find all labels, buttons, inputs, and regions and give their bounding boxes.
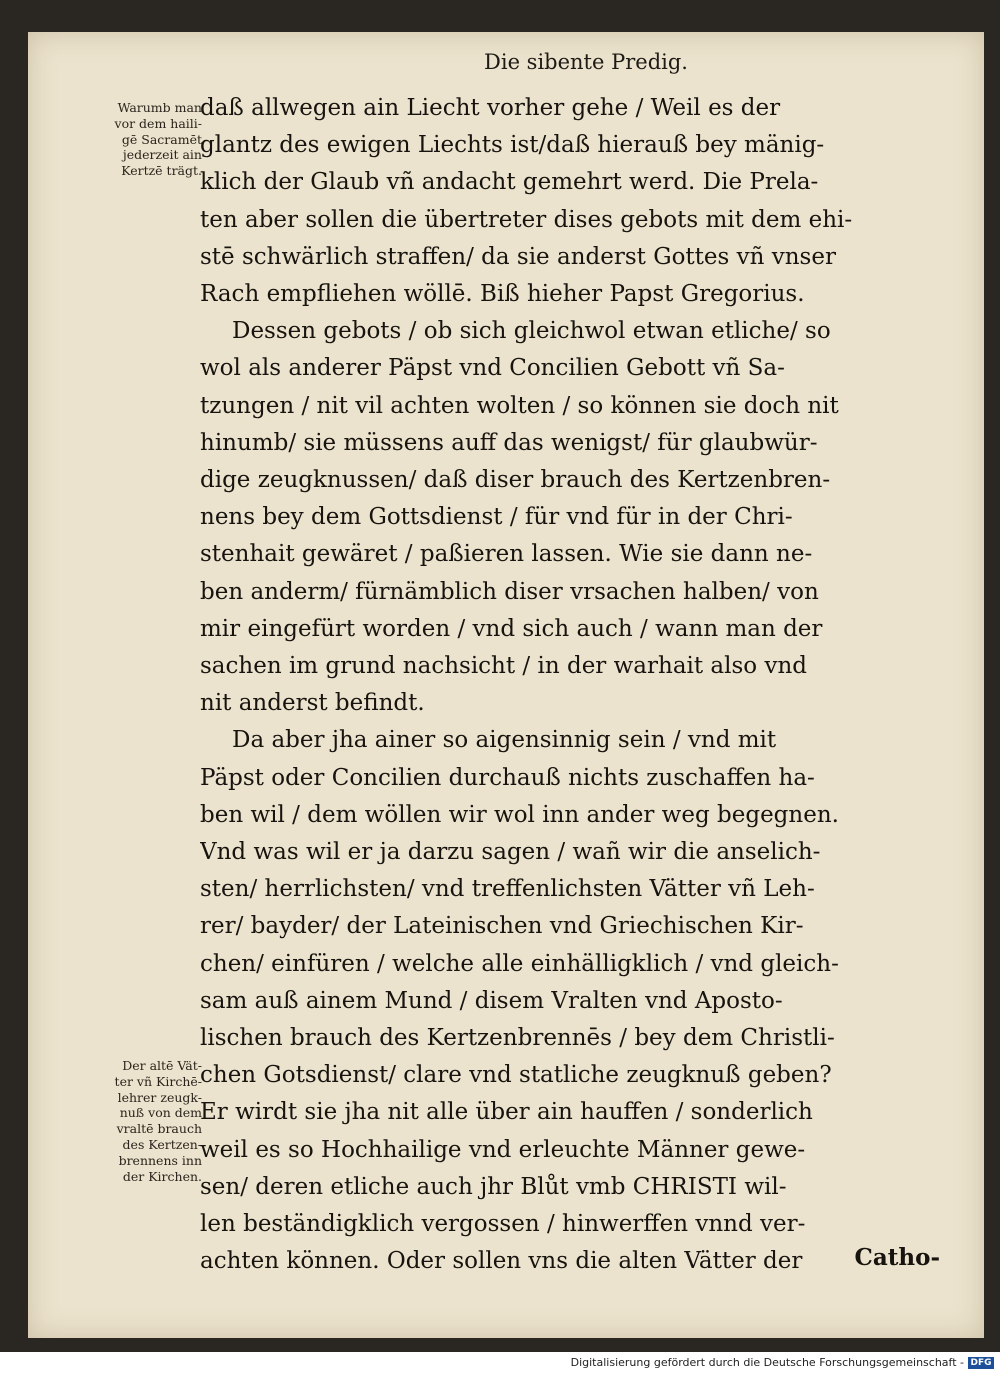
text-line: chen/ einfüren / welche alle einhälligklich / vnd gleich-: [200, 950, 839, 977]
text-line: mir eingefürt worden / vnd sich auch / wann man der: [200, 615, 823, 642]
catchword: Catho-: [854, 1244, 940, 1271]
dfg-logo: DFG: [968, 1357, 994, 1369]
text-line: Er wirdt sie jha nit alle über ain hauffen / sonderlich: [200, 1099, 813, 1126]
margin-note-line: gē Sacramēt: [121, 131, 202, 147]
text-line: daß allwegen ain Liecht vorher gehe / Weil es der: [200, 95, 781, 121]
text-line: nens bey dem Gottsdienst / für vnd für in der Chri-: [200, 504, 793, 531]
text-line: weil es so Hochhailige vnd erleuchte Männer gewe-: [200, 1136, 806, 1163]
text-line: sam auß ainem Mund / disem Vralten vnd Aposto-: [200, 987, 783, 1014]
text-line: achten können. Oder sollen vns die alten Vätter der: [200, 1248, 803, 1275]
text-line: len beständigklich vergossen / hinwerffen vnnd ver-: [200, 1211, 806, 1238]
text-line: dige zeugknussen/ daß diser brauch des Kertzenbren-: [200, 467, 831, 494]
margin-note-line: Warumb man: [117, 100, 202, 115]
footer-bar: [0, 1352, 1000, 1374]
margin-note-line: Kertzē trägt.: [121, 163, 202, 179]
text-line: tzungen / nit vil achten wolten / so können sie doch nit: [200, 392, 839, 419]
text-line: klich der Glaub vñ andacht gemehrt werd. Die Prela-: [200, 169, 819, 196]
text-line: ten aber sollen die übertreter dises gebots mit dem ehi-: [200, 206, 853, 233]
text-line: nit anderst befindt.: [200, 690, 425, 717]
text-line: Päpst oder Concilien durchauß nichts zuschaffen ha-: [200, 764, 815, 791]
text-line: sachen im grund nachsicht / in der warhait also vnd: [200, 653, 807, 680]
text-line: sen/ deren etliche auch jhr Blůt vmb CHRISTI wil-: [200, 1173, 787, 1200]
margin-note-2: [52, 1058, 202, 1184]
text-line: Vnd was wil er ja darzu sagen / wañ wir die anselich-: [200, 839, 821, 866]
margin-note-line: vraltē brauch: [116, 1121, 202, 1137]
body-text: [200, 90, 940, 1281]
text-line: ben wil / dem wöllen wir wol inn ander weg begegnen.: [200, 801, 839, 828]
text-line: rer/ bayder/ der Lateinischen vnd Griechischen Kir-: [200, 913, 804, 940]
text-line: hinumb/ sie müssens auff das wenigst/ für glaubwür-: [200, 429, 818, 456]
margin-note-line: des Kertzen-: [122, 1136, 202, 1152]
text-line: Da aber jha ainer so aigensinnig sein / vnd mit: [232, 727, 777, 754]
text-line: Dessen gebots / ob sich gleichwol etwan etliche/ so: [232, 318, 831, 345]
margin-note-line: ter vñ Kirchē-: [114, 1073, 202, 1089]
text-line: chen Gotsdienst/ clare vnd statliche zeugknuß geben?: [200, 1062, 832, 1089]
margin-note-line: vor dem haili-: [114, 115, 202, 131]
text-line: lischen brauch des Kertzenbrennēs / bey dem Christli-: [200, 1025, 835, 1052]
text-line: stenhait gewäret / paßieren lassen. Wie sie dann ne-: [200, 541, 813, 568]
text-line: wol als anderer Päpst vnd Concilien Gebott vñ Sa-: [200, 355, 785, 382]
running-head: Die sibente Predig.: [484, 50, 688, 74]
margin-note-line: jederzeit ain: [122, 147, 202, 163]
text-line: ben anderm/ fürnämblich diser vrsachen halben/ von: [200, 578, 819, 605]
book-page: [28, 32, 984, 1338]
margin-note-line: Der altē Vät-: [122, 1058, 202, 1073]
text-line: Rach empfliehen wöllē. Biß hieher Papst Gregorius.: [200, 281, 805, 308]
text-line: glantz des ewigen Liechts ist/daß hierauß bey mänig-: [200, 132, 825, 159]
margin-note-line: nuß von dem: [119, 1105, 202, 1121]
margin-note-line: lehrer zeugk-: [117, 1089, 202, 1105]
margin-note-line: der Kirchen.: [122, 1168, 202, 1184]
funding-credit: Digitalisierung gefördert durch die Deutsche Forschungsgemeinschaft -: [570, 1356, 964, 1369]
text-line: sten/ herrlichsten/ vnd treffenlichsten Vätter vñ Leh-: [200, 876, 815, 903]
text-line: stē schwärlich straffen/ da sie anderst Gottes vñ vnser: [200, 243, 836, 270]
margin-note-line: brennens inn: [118, 1152, 202, 1168]
margin-note-1: [52, 100, 202, 179]
